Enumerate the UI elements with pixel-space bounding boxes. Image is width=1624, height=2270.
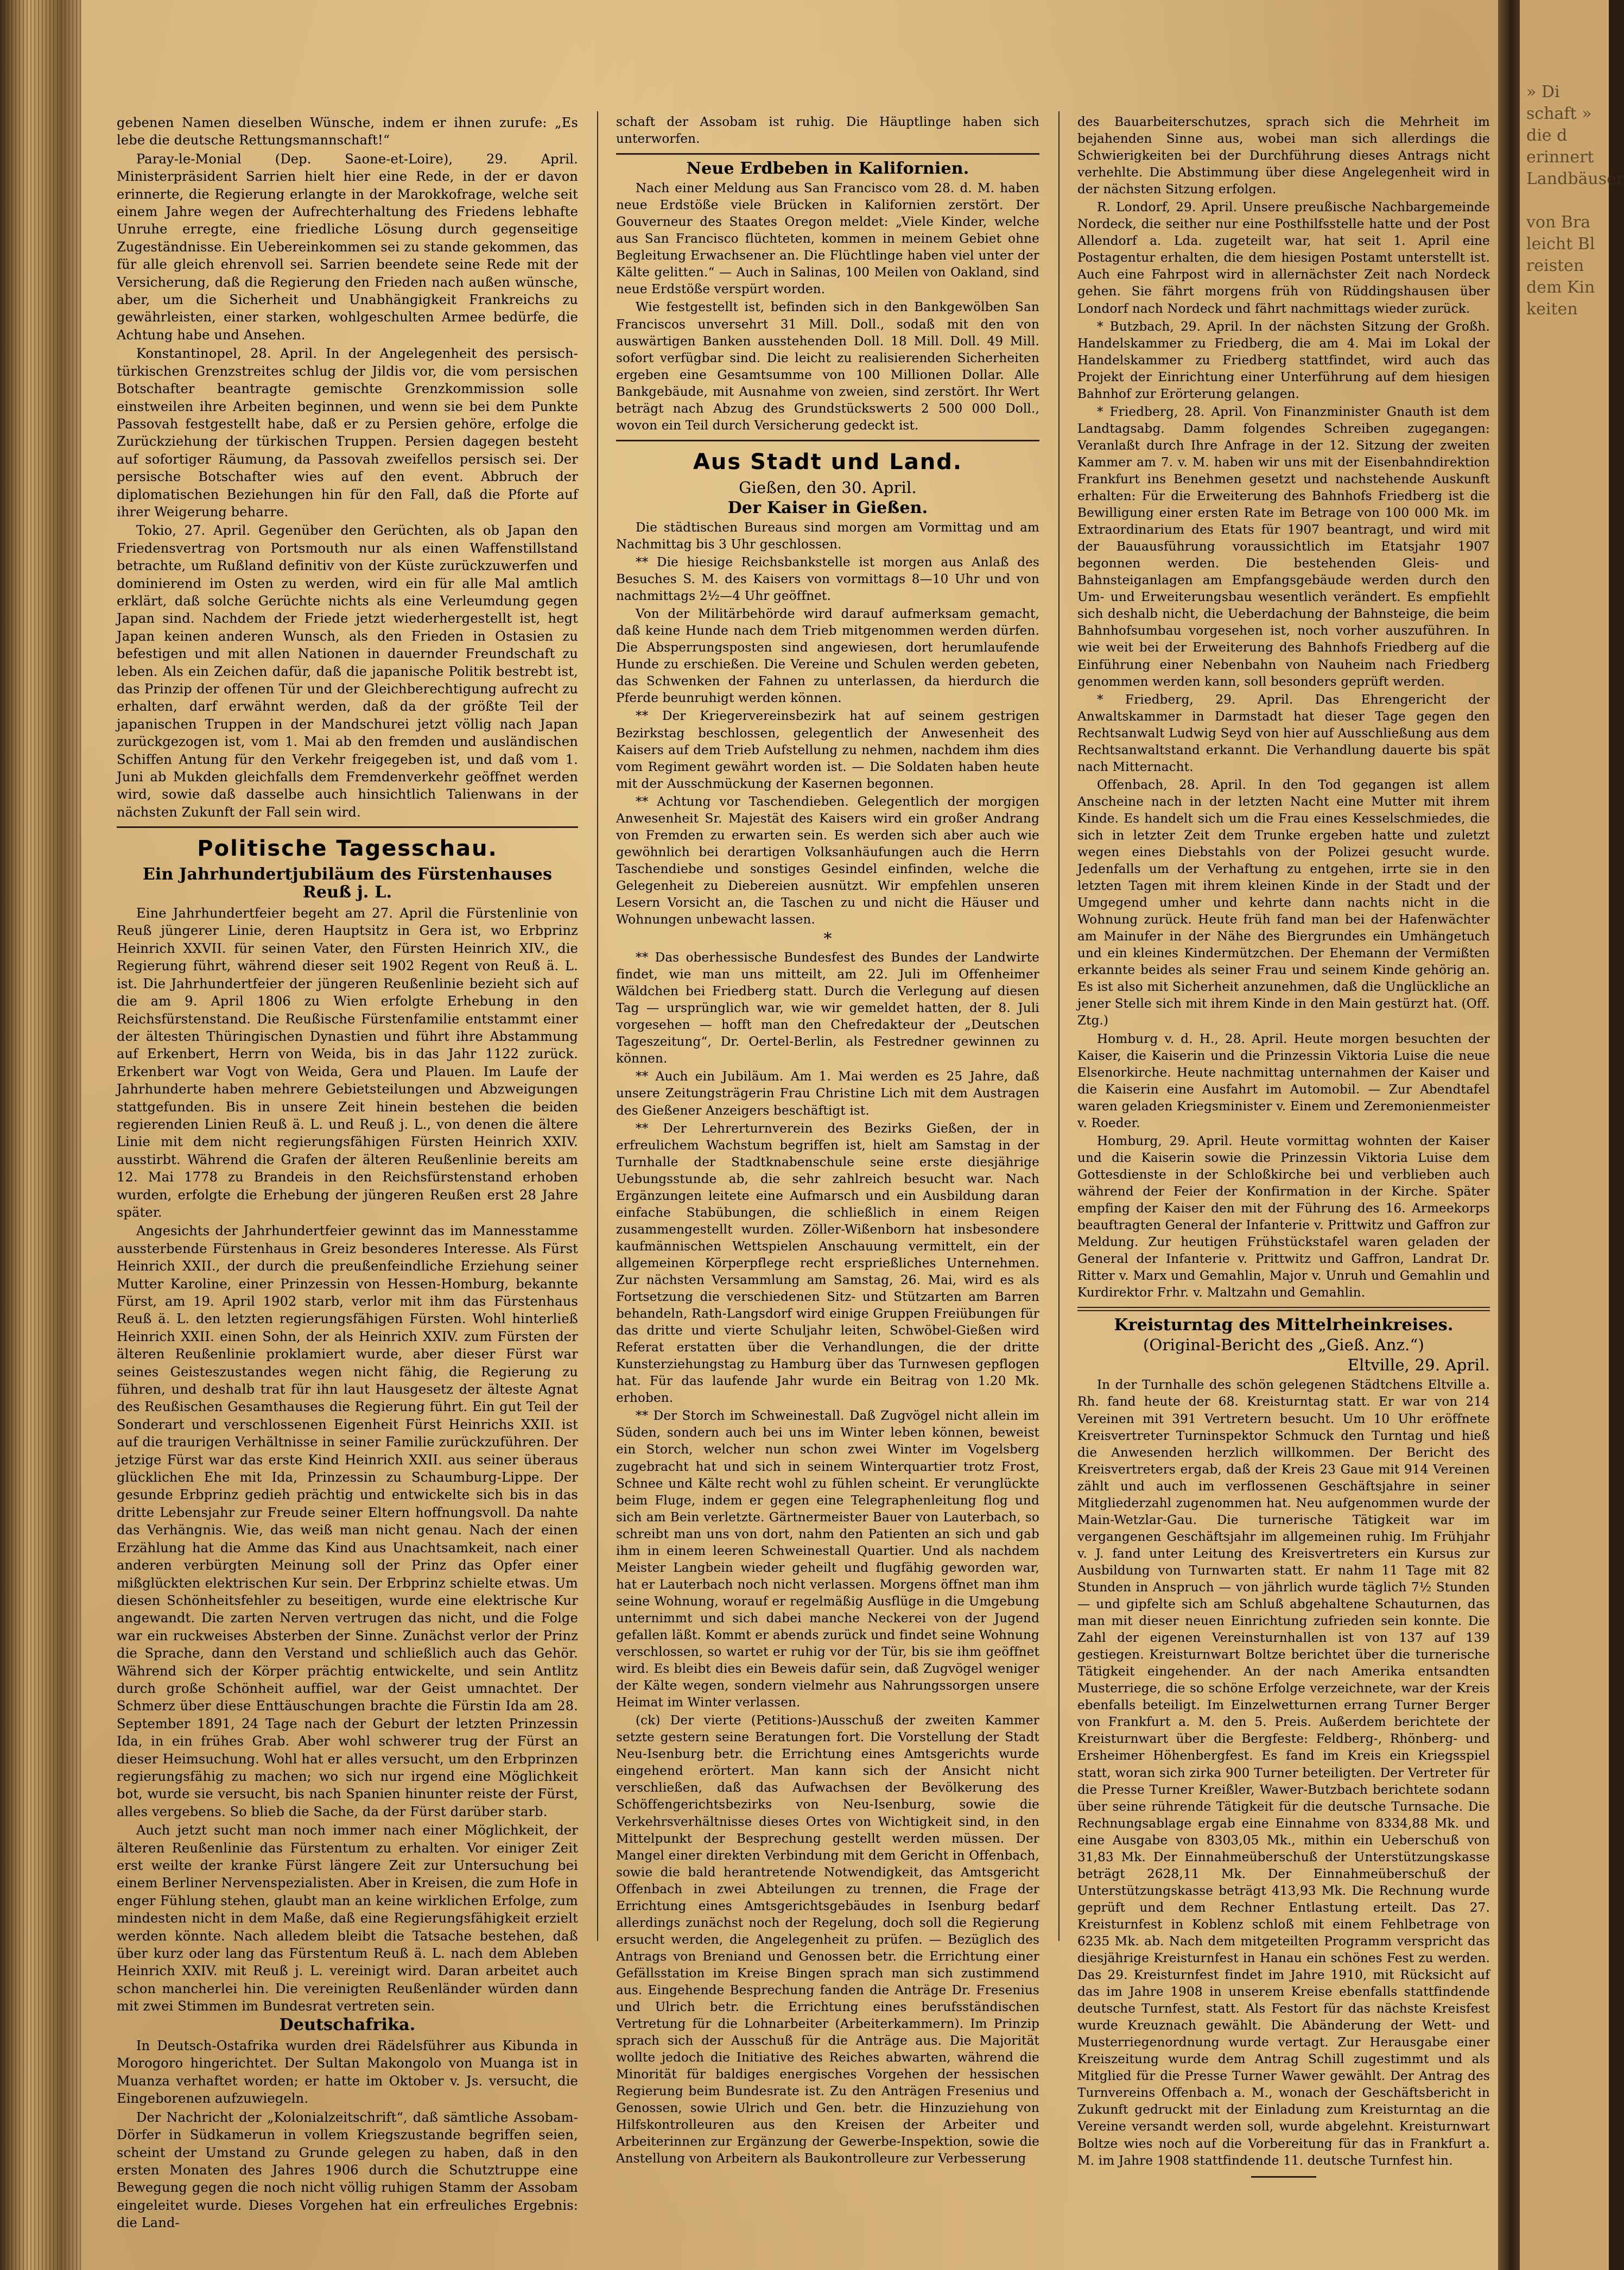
article-text: Homburg, 29. April. Heute vormittag wohnten der Kaiser und die Kaiserin sowie die Prinzessin Viktoria Luise dem Gottesdienste in der Schloßkirche bei und verblieben auch während der Feier der Konfirmation in der Kirche. Später empfing der Kaiser den mit der Führung des 16. Armeekorps beauftragten General der Infanterie v. Prittwitz und Gaffron zur Meldung. Zur heutigen Frühstückstafel waren geladen der General der Infanterie v. Prittwitz und Gaffron, Landrat Dr. Ritter v. Marx und Gemahlin, Major v. Unruh und Gemahlin und Kurdirektor Frhr. v. Maltzahn und Gemahlin. — [1077, 1134, 1490, 1300]
article-text: ** Achtung vor Taschendieben. Gelegentlich der morgigen Anwesenheit Sr. Majestät des Kaisers wird ein großer Andrang von Fremden zu erwarten sein. Es werden sich aber auch wie gewöhnlich bei derartigen Volksanhäufungen auch die Herrn Taschendiebe und sonstiges Gesindel einfinden, welche die Gelegenheit zu Diebereien ausnützt. Wir empfehlen unseren Lesern Vorsicht an, die Taschen zu und nicht die Häuser und Wohnungen unbewacht lassen. — [616, 794, 1039, 927]
page-edges — [0, 0, 81, 2270]
article-text: (ck) Der vierte (Petitions-)Ausschuß der zweiten Kammer setzte gestern seine Beratungen fort. Die Vorstellung der Stadt Neu-Isenburg betr. die Errichtung eines Amtsgerichts wurde eingehend erörtert. Man kann sich der Ansicht nicht verschließen, daß das Aufwachsen der Bevölkerung des Schöffengerichtsbezirks von Neu-Isenburg, sowie die Verkehrsverhältnisse dieses Ortes von Wichtigkeit sind, in den Mittelpunkt der Besprechung gestellt werden müssen. Der Mangel einer direkten Verbindung mit dem Gericht in Offenbach, sowie die bald herantretende Notwendigkeit, das Amtsgericht Offenbach in zwei Abteilungen zu trennen, die Frage der Errichtung eines Amtsgerichtsgebäudes in Isenburg bedarf allerdings zunächst noch der Regelung, doch soll die Regierung ersucht werden, die Angelegenheit zu prüfen. — Bezüglich des Antrags von Breniand und Genossen betr. die Errichtung einer Gefällsstation im Kreise Bingen sprach man sich zustimmend aus. Eingehende Besprechung fanden die Anträge Dr. Fresenius und Ulrich betr. die Errichtung eines berufsständischen Vertretung für die Lohnarbeiter (Arbeiterkammern). Im Prinzip sprach sich der Ausschuß für die Anträge aus. Die Majorität wollte jedoch die Initiative des Reiches abwarten, während die Minorität für baldiges energisches Vorgehen der hessischen Regierung beim Bundesrate ist. Zu den Anträgen Fresenius und Genossen, sowie Ulrich und Gen. betr. die Hinzuziehung von Hilfskontrolleuren aus den Kreisen der Arbeiter und Arbeiterinnen zur Ergänzung der Gewerbe-Inspektion, sowie die Anstellung von Arbeitern als Baukontrolleure zur Verbesserung — [616, 1713, 1039, 2166]
article-text: ** Der Kriegervereinsbezirk hat auf seinem gestrigen Bezirkstag beschlossen, gelegentlich der Anwesenheit des Kaisers auf dem Trieb Aufstellung zu nehmen, nachdem ihm dies vom Regiment gewährt worden ist. — Die Soldaten haben heute mit der Ausschmückung der Kasernen begonnen. — [616, 709, 1039, 791]
article-text: * Friedberg, 29. April. Das Ehrengericht der Anwaltskammer in Darmstadt hat dieser Tage gegen den Rechtsanwalt Ludwig Seyd von hier auf Ausschließung aus dem Rechtsanwaltstand erkannt. Die Verhandlung dauerte bis spät nach Mitternacht. — [1077, 692, 1490, 774]
article-text: * Friedberg, 28. April. Von Finanzminister Gnauth ist dem Landtagsabg. Damm folgendes Schreiben zugegangen: Veranlaßt durch Ihre Anfrage in der 12. Sitzung der zweiten Kammer am 7. v. M. haben wir uns mit der Eisenbahndirektion Frankfurt ins Benehmen gesetzt und nachstehende Auskunft erhalten: Für die Erweiterung des Bahnhofs Friedberg ist die Bewilligung einer ersten Rate im Betrage von 100 000 Mk. im Extraordinarium des Etats für 1907 beantragt, und wird mit der Bauausführung voraussichtlich im Etatsjahr 1907 begonnen werden. Die bestehenden Gleis- und Bahnsteiganlagen am Empfangsgebäude werden durch den Um- und Erweiterungsbau wesentlich verändert. Es empfiehlt sich deshalb nicht, die Ueberdachung der Bahnsteige, die beim Bahnhofsumbau vorgesehen ist, noch vorher auszuführen. In wie weit bei der Erweiterung des Bahnhofs Friedberg auf die Einführung einer Nebenbahn von Nauheim nach Friedberg genommen werden kann, soll besonders geprüft werden. — [1077, 404, 1490, 689]
article-text: Nach einer Meldung aus San Francisco vom 28. d. M. haben neue Erdstöße viele Brücken in Kalifornien zerstört. Der Gouverneur des Staates Oregon meldet: „Viele Kinder, welche aus San Francisco flüchteten, kommen in meinem Gebiet ohne Begleitung Erwachsener an. Die Flüchtlinge haben viel unter der Kälte gelitten.“ — Auch in Salinas, 100 Meilen von Oakland, sind neue Erdstöße verspürt worden. — [616, 181, 1039, 297]
article-text: Wie festgestellt ist, befinden sich in den Bankgewölben San Franciscos unversehrt 31 Mill. Doll., sodaß mit den von auswärtigen Banken ausstehenden Doll. 18 Mill. Doll. 49 Mill. sofort verfügbar sind. Die leicht zu realisierenden Sicherheiten ergeben eine Gesamtsumme von 100 Millionen Dollar. Alle Bankgebäude, mit Ausnahme von zweien, sind zerstört. Ihr Wert beträgt nach Abzug des Grundstückswerts 2 500 000 Doll., wovon ein Teil durch Versicherung gedeckt ist. — [616, 300, 1039, 433]
section-heading: Aus Stadt und Land. — [693, 449, 963, 475]
column-rule-1 — [597, 111, 598, 1941]
article-heading: Neue Erdbeben in Kalifornien. — [686, 159, 969, 179]
article-text: Der Nachricht der „Kolonialzeitschrift“, daß sämtliche Assobam-Dörfer in Südkamerun in vollem Kriegszustande begriffen seien, scheint der Umstand zu Grunde gelegen zu haben, daß in den ersten Monaten des Jahres 1906 durch die Schutztruppe eine Bewegung gegen die noch nicht völlig ruhigen Stamm der Assobam eingeleitet wurde. Dieses Vorgehen hat ein erfreuliches Ergebnis: die Land- — [117, 2109, 578, 2231]
dateline: Eltville, 29. April. — [1347, 1356, 1490, 1375]
article-text: ** Der Lehrerturnverein des Bezirks Gießen, der in erfreulichem Wachstum begriffen ist, hielt am Samstag in der Turnhalle der Stadtknabenschule seine erste diesjährige Uebungsstunde ab, die sehr zahlreich besucht war. Nach Ergänzungen leitete eine Aufmarsch und ein Ausbildung daran einfache Stabübungen, die schließlich in einem Reigen zusammengestellt wurden. Zöller-Wißenborn hat insbesondere kaufmännischen Wettspielen Anschauung vermittelt, ein der allgemeinen Körperpflege recht ersprießliches Unternehmen. Zur nächsten Versammlung am Samstag, 26. Mai, wird es als Fortsetzung die verschiedenen Sitz- und Stützarten am Barren behandeln, Rath-Langsdorf wird einige Gruppen Freiübungen für das dritte und vierte Schuljahr leiten, Schwöbel-Gießen wird Referat erstatten über die Verhandlungen, die der dritte Kunsterziehungstag zu Hamburg über das Turnwesen gepflogen hat. Für das laufende Jahr wurde ein Beitrag von 1.20 Mk. erhoben. — [616, 1121, 1039, 1406]
article-heading: Ein Jahrhundertjubiläum des Fürstenhauses Reuß j. L. — [142, 865, 553, 902]
article-text: ** Das oberhessische Bundesfest des Bundes der Landwirte findet, wie man uns mitteilt, am 22. Juli im Offenheimer Wäldchen bei Friedberg statt. Durch die Verlegung auf diesen Tag — ursprünglich war, wie wir gemeldet hatten, der 8. Juli vorgesehen — hofft man den Chefredakteur der „Deutschen Tageszeitung“, Dr. Oertel-Berlin, als Festredner gewinnen zu können. — [616, 951, 1039, 1066]
book-edge-left — [0, 0, 81, 2270]
article-heading: Der Kaiser in Gießen. — [727, 498, 928, 517]
section-heading: Politische Tagesschau. — [197, 836, 498, 862]
article-text: In Deutsch-Ostafrika wurden drei Rädelsführer aus Kibunda in Morogoro hingerichtet. Der Sultan Makongolo von Muanga ist in Muanza verhaftet worden; er hatte im Oktober v. Js. versucht, die Eingeborenen aufzuwiegeln. — [117, 2038, 578, 2107]
article-text: Konstantinopel, 28. April. In der Angelegenheit des persisch-türkischen Grenzstreites schlug der Jildis vor, die vom persischen Botschafter beantragte gemischte Grenzkommission solle einstweilen ihre Arbeiten beginnen, und wenn sie bei dem Punkte Passovah festgestellt habe, daß er zu Persien gehöre, erfolge die Zurückziehung der türkischen Truppen. Persien dagegen besteht auf sofortiger Räumung, da Passovah zweifellos persisch sei. Der persische Botschafter wies auf den event. Abbruch der diplomatischen Beziehungen hin für den Fall, daß die Pforte auf ihrer Weigerung beharre. — [117, 346, 578, 520]
section-rule — [616, 440, 1039, 441]
book-gutter — [1498, 0, 1520, 2270]
column-3 — [1077, 114, 1490, 2184]
section-rule — [616, 153, 1039, 155]
separator-star: * — [823, 930, 832, 949]
article-text: Von der Militärbehörde wird darauf aufmerksam gemacht, daß keine Hunde nach dem Trieb mitgenommen werden dürfen. Die Absperrungsposten sind angewiesen, dort herumlaufende Hunde zu erschießen. Die Vereine und Schulen werden gebeten, das Schwenken der Fahnen zu unterlassen, da hierdurch die Pferde beunruhigt werden können. — [616, 607, 1039, 706]
article-heading: Kreisturntag des Mittelrheinkreises. — [1114, 1316, 1454, 1335]
article-text: ** Der Storch im Schweinestall. Daß Zugvögel nicht allein im Süden, sondern auch bei uns im Winter leben können, beweist ein Storch, welcher nun schon zwei Winter im Vogelsberg zugebracht hat und sich in seinem Winterquartier trotz Frost, Schnee und Kälte recht wohl zu fühlen scheint. Er verunglückte beim Fluge, indem er gegen eine Telegraphenleitung flog und sich am Bein verletzte. Gärtnermeister Bauer von Lauterbach, so schreibt man uns von dort, nahm den Patienten an sich und gab ihm in einem leeren Schweinestall Quartier. Und als nachdem Meister Langbein wieder geheilt und flugfähig geworden war, hat er Lauterbach noch nicht verlassen. Morgens öffnet man ihm seine Wohnung, worauf er regelmäßig Ausflüge in die Umgebung unternimmt und sich dabei manche Neckerei von der Jugend gefallen läßt. Kommt er abends zurück und findet seine Wohnung verschlossen, so wartet er ruhig vor der Tür, bis sie ihm geöffnet wird. Es bleibt dies ein Beweis dafür sein, daß Zugvögel weniger der Kälte wegen, sondern vielmehr aus Nahrungssorgen unsere Heimat im Winter verlassen. — [616, 1409, 1039, 1710]
column-1 — [117, 114, 578, 2233]
article-text: Auch jetzt sucht man noch immer nach einer Möglichkeit, der älteren Reußenlinie das Fürstentum zu erhalten. Vor einiger Zeit erst weilte der kranke Fürst längere Zeit zur Untersuchung bei einem Berliner Nervenspezialisten. Aber in Kreisen, die zum Hofe in enger Fühlung stehen, glaubt man an keine wirklichen Erfolge, zum mindesten nicht in dem Maße, daß eine Regierungsfähigkeit erzielt werden könnte. Nach alledem bleibt die Tatsache bestehen, daß über kurz oder lang das Fürstentum Reuß ä. L. nach dem Ableben Heinrich XXIV. mit Reuß j. L. vereinigt wird. Daran arbeitet auch schon mancherlei hin. Die vereinigten Reußenländer würden dann mit zwei Stimmen im Bundesrat vertreten sein. — [117, 1823, 578, 2014]
section-rule — [1077, 1307, 1490, 1311]
column-rule-2 — [1058, 111, 1060, 1941]
article-text: Angesichts der Jahrhundertfeier gewinnt das im Mannesstamme aussterbende Fürstenhaus in Greiz besonderes Interesse. Als Fürst Heinrich XXII., der durch die preußenfeindliche Erziehung seiner Mutter Karoline, einer Prinzessin von Hessen-Homburg, bekannte Fürst, am 19. April 1902 starb, verlor mit ihm das Fürstenhaus Reuß ä. L. den letzten regierungsfähigen Fürsten. Wohl hinterließ Heinrich XXII. einen Sohn, der als Heinrich XXIV. zum Fürsten der älteren Reußenlinie proklamiert wurde, aber dieser Fürst war seines Geisteszustandes wegen nicht fähig, die Regierung zu führen, und deshalb trat für ihn laut Hausgesetz der älteste Agnat des Reußischen Gesamthauses die Regierung führt. Ein gut Teil der Sonderart und verschlossenen Eigenheit Fürst Heinrichs XXII. ist auf die traurigen Verhältnisse in seiner Familie zurückzuführen. Der jetzige Fürst war das erste Kind Heinrich XXII. aus seiner überaus glücklichen Ehe mit Ida, Prinzessin zu Schaumburg-Lippe. Der gesunde Erbprinz gedieh prächtig und entwickelte sich bis in das dritte Lebensjahr zur Freude seiner Eltern hoffnungsvoll. Da nahte das Verhängnis. Wie, das weiß man nicht genau. Nach der einen Erzählung hat die Amme das Kind aus Unachtsamkeit, nach einer anderen verbürgten Meinung soll der Prinz das Opfer einer mißglückten elektrischen Kur sein. Der Erbprinz schielte etwas. Um diesen Schönheitsfehler zu beseitigen, wurde eine elektrische Kur angewandt. Die zarten Nerven vertrugen das nicht, und die Folge war ein ruckweises Absterben der Sinne. Zunächst verlor der Prinz die Sprache, dann den Verstand und schließlich auch das Gehör. Während sich der Körper prächtig entwickelte, und sein Antlitz durch große Schönheit auffiel, war der Geist umnachtet. Der Schmerz über diese Enttäuschungen brachte die Fürstin Ida am 28. September 1891, 24 Tage nach der Geburt der letzten Prinzessin Ida, in ein frühes Grab. Aber wohl schwerer trug der Fürst an dieser Heimsuchung. Wohl hat er alles versucht, um den Erbprinzen regierungsfähig zu machen; wo sich nur irgend eine Möglichkeit bot, wurde sie versucht, bis nach Spanien hinunter reiste der Fürst, alles vergebens. So blieb die Sache, da der Fürst darüber starb. — [117, 1223, 578, 1819]
next-page-text: » Di schaft » die d erinnert Landbäuser von Bra leicht Bl reisten dem Kin keiten — [1526, 83, 1624, 319]
article-text: ** Die hiesige Reichsbankstelle ist morgen aus Anlaß des Besuches S. M. des Kaisers von vormittags 8—10 Uhr und von nachmittags 2½—4 Uhr geöffnet. — [616, 555, 1039, 604]
article-text: In der Turnhalle des schön gelegenen Städtchens Eltville a. Rh. fand heute der 68. Kreisturntag statt. Er war von 214 Vereinen mit 391 Vertretern besucht. Um 10 Uhr eröffnete Kreisvertreter Turninspektor Schmuck den Turntag und hieß die Anwesenden herzlich willkommen. Der Bericht des Kreisvertreters ergab, daß der Kreis 23 Gaue mit 914 Vereinen zählt und auch im verflossenen Geschäftsjahre in seiner Mitgliederzahl zugenommen hat. Neu aufgenommen wurde der Main-Wetzlar-Gau. Die turnerische Tätigkeit war im vergangenen Geschäftsjahr im allgemeinen ruhig. Im Frühjahr v. J. fand unter Leitung des Kreisvertreters ein Kursus zur Ausbildung von Turnwarten statt. Er nahm 11 Tage mit 82 Stunden in Anspruch — von jährlich wurde täglich 7½ Stunden — und gipfelte sich am Schluß abgehaltene Schauturnen, das man mit dieser neuen Einrichtung zufrieden sein konnte. Die Zahl der eigenen Vereinsturnhallen ist von 137 auf 139 gestiegen. Kreisturnwart Boltze berichtet über die turnerische Tätigkeit eingehender. An der nach Amerika entsandten Musterriege, die so schöne Erfolge verzeichnete, war der Kreis ebenfalls beteiligt. Im Einzelwetturnen errang Turner Berger von Frankfurt a. M. den 5. Preis. Außerdem berichtete der Kreisturnwart über die Bergfeste: Feldberg-, Rhönberg- und Ersheimer Höhenbergfest. Es fand im Kreis ein Kriegsspiel statt, woran sich zirka 900 Turner beteiligten. Der Vertreter für die Presse Turner Kreißler, Wawer-Butzbach berichtete sodann über seine rührende Tätigkeit für die deutsche Turnsache. Die Rechnungsablage ergab eine Einnahme von 8334,88 Mk. und eine Ausgabe von 8303,05 Mk., mithin ein Ueberschuß von 31,83 Mk. Der Einnahmeüberschuß der Unterstützungskasse beträgt 2628,11 Mk. Der Einnahmeüberschuß der Unterstützungskasse beträgt 413,93 Mk. Die Rechnung wurde geprüft und dem Rechner Entlastung erteilt. Das 27. Kreisturnfest in Koblenz schloß mit einem Fehlbetrage von 6235 Mk. ab. Nach dem mitgeteilten Programm verspricht das diesjährige Kreisturnfest in Hanau ein schönes Fest zu werden. Das 29. Kreisturnfest findet im Jahre 1910, mit Rücksicht auf das im Jahre 1908 in unserem Kreise ebenfalls stattfindende deutsche Turnfest, statt. Als Festort für das nächste Kreisfest wurde Kreuznach gewählt. Die Abänderung der Wett- und Musterriegenordnung wurde vertagt. Zur Herausgabe einer Kreiszeitung wurde dem Antrag Schill zugestimmt und als Mitglied für die Presse Turner Wawer gewählt. Der Antrag des Turnvereins Offenbach a. M., wonach der Geschäftsbericht in Zukunft gedruckt mit der Einladung zum Kreisturntag an die Vereine versandt werden soll, wurde abgelehnt. Kreisturnwart Boltze wies noch auf die Vorbereitung für das in Frankfurt a. M. im Jahre 1908 stattfindende 11. deutsche Turnfest hin. — [1077, 1378, 1490, 2168]
end-rule — [1251, 2176, 1316, 2178]
article-text: Offenbach, 28. April. In den Tod gegangen ist allem Anscheine nach in der letzten Nacht eine Mutter mit ihrem Kinde. Es handelt sich um die Frau eines Kesselschmiedes, die sich in letzter Zeit dem Trunke ergeben hatte und zuletzt wegen eines Diebstahls von der Polizei gesucht wurde. Jedenfalls um der Verhaftung zu entgehen, irrte sie in den letzten Tagen mit ihrem kleinen Kinde in der Stadt und der Umgegend umher und kehrte dann nachts nicht in die Wohnung zurück. Heute früh fand man bei der Hafenwächter am Mainufer in der Nähe des Biergrundes ein Umhängetuch und ein kleines Kindermützchen. Der Ehemann der Vermißten erkannte beides als seiner Frau und seinem Kinde gehörig an. Es ist also mit Sicherheit anzunehmen, daß die Unglückliche an jener Stelle sich mit ihrem Kinde in den Main gestürzt hat. (Off. Ztg.) — [1077, 777, 1490, 1028]
article-heading: Deutschafrika. — [279, 2015, 416, 2034]
section-rule — [117, 826, 578, 828]
dateline: Gießen, den 30. April. — [739, 478, 917, 497]
article-text: R. Londorf, 29. April. Unsere preußische Nachbargemeinde Nordeck, die seither nur eine Posthilfsstelle hatte und der Post Allendorf a. Lda. zugeteilt war, hat seit 1. April eine Postagentur erhalten, die dem hiesigen Postamt unterstellt ist. Auch eine Fahrpost wird in allernächster Zeit nach Nordeck gehen. Sie fährt morgens früh von Rüddingshausen über Londorf nach Nordeck und fährt nachmittags wieder zurück. — [1077, 200, 1490, 316]
article-text: Homburg v. d. H., 28. April. Heute morgen besuchten der Kaiser, die Kaiserin und die Prinzessin Viktoria Luise die neue Elsenorkirche. Heute nachmittag unternahmen der Kaiser und die Kaiserin eine Ausfahrt im Automobil. — Zur Abendtafel waren geladen Kriegsminister v. Einem und Zeremonienmeister v. Roeder. — [1077, 1032, 1490, 1130]
article-text: des Bauarbeiterschutzes, sprach sich die Mehrheit im bejahenden Sinne aus, wobei man sich allerdings die Schwierigkeiten bei der Durchführung dieses Antrags nicht verhehlte. Die Abstimmung über diese Angelegenheit wird in der nächsten Sitzung erfolgen. — [1077, 115, 1490, 197]
article-text: ** Auch ein Jubiläum. Am 1. Mai werden es 25 Jahre, daß unsere Zeitungsträgerin Frau Christine Lich mit dem Austragen des Gießener Anzeigers beschäftigt ist. — [616, 1070, 1039, 1118]
article-text: Eine Jahrhundertfeier begeht am 27. April die Fürstenlinie von Reuß jüngerer Linie, deren Hauptsitz in Gera ist, wo Erbprinz Heinrich XXVII. für seinen Vater, den Fürsten Heinrich XIV., die Regierung führt, während dieser seit 1902 Regent von Reuß ä. L. ist. Die Jahrhundertfeier der jüngeren Reußenlinie bezieht sich auf die am 9. April 1806 zu Wien erfolgte Erhebung in den Reichsfürstenstand. Die Reußische Fürstenfamilie entstammt einer der ältesten Thüringischen Dynastien und führt ihre Abstammung auf Erkenbert, Herrn von Weida, bis in das Jahr 1122 zurück. Erkenbert war Vogt von Weida, Gera und Plauen. Im Laufe der Jahrhunderte haben mehrere Gebietsteilungen und Abzweigungen stattgefunden. Bis in unsere Zeit hinein bestehen die beiden regierenden Linien Reuß ä. L. und Reuß j. L., von denen die ältere Linie mit dem nicht regierungsfähigen Fürsten Heinrich XXIV. ausstirbt. Während die Grafen der älteren Reußenlinie bereits am 12. Mai 1778 zu Brandeis in den Reichsfürstenstand erhoben wurden, erfolgte die Erhebung der jüngeren Reußen erst 28 Jahre später. — [117, 906, 578, 1220]
next-page-edge — [1520, 0, 1624, 2270]
article-text: * Butzbach, 29. April. In der nächsten Sitzung der Großh. Handelskammer zu Friedberg, die am 4. Mai im Lokal der Handelskammer zu Friedberg stattfindet, wird auch das Projekt der Einrichtung einer Unterführung auf dem hiesigen Bahnhof zur Erörterung gelangen. — [1077, 319, 1490, 401]
article-text: schaft der Assobam ist ruhig. Die Häuptlinge haben sich unterworfen. — [616, 115, 1039, 147]
article-text: Paray-le-Monial (Dep. Saone-et-Loire), 29. April. Ministerpräsident Sarrien hielt hier eine Rede, in der er davon erinnerte, die Regierung erlangte in der Marokkofrage, welche seit einem Jahre wegen der Aufrechterhaltung des Friedens lebhafte Unruhe erregte, eine friedliche Lösung durch gegenseitige Zugeständnisse. Ein Uebereinkommen sei zu stande gekommen, das für alle gleich ehrenvoll sei. Sarrien beendete seine Rede mit der Versicherung, daß die Regierung den Frieden nach außen wünsche, aber, um die Sicherheit und Unabhängigkeit Frankreichs zu gewährleisten, einer starken, wohlgeschulten Armee bedürfe, die Achtung habe und Ansehen. — [117, 151, 578, 343]
article-text: Die städtischen Bureaus sind morgen am Vormittag und am Nachmittag bis 3 Uhr geschlossen. — [616, 520, 1039, 552]
article-source-note: (Original-Bericht des „Gieß. Anz.“) — [1143, 1336, 1425, 1355]
article-text: gebenen Namen dieselben Wünsche, indem er ihnen zurufe: „Es lebe die deutsche Rettungsmannschaft!“ — [117, 115, 578, 148]
article-text: Tokio, 27. April. Gegenüber den Gerüchten, als ob Japan den Friedensvertrag von Portsmouth nur als einen Waffenstillstand betrachte, um Rußland definitiv von der Küste zurückzuwerfen und dominierend im Osten zu werden, wird ein für alle Mal amtlich erklärt, daß solche Gerüchte nichts als eine Verleumdung gegen Japan sind. Nachdem der Friede jetzt wiederhergestellt ist, hegt Japan keinen anderen Wunsch, als den Frieden in Ostasien zu befestigen und mit allen Nationen in dauernder Freundschaft zu leben. Als ein Zeichen dafür, daß die japanische Politik bestrebt ist, das Prinzip der offenen Tür und der Gleichberechtigung aufrecht zu erhalten, darf erwähnt werden, daß da der größte Teil der japanischen Truppen in der Mandschurei jetzt völlig nach Japan zurückgezogen ist, vom 1. Mai ab den fremden und ausländischen Schiffen Antung für den Verkehr freigegeben ist, und daß vom 1. Juni ab Mukden gleichfalls dem Fremdenverkehr geöffnet werden wird, sowie daß dasselbe auch hinsichtlich Talienwans in der nächsten Zukunft der Fall sein wird. — [117, 523, 578, 820]
column-2 — [616, 114, 1039, 2168]
